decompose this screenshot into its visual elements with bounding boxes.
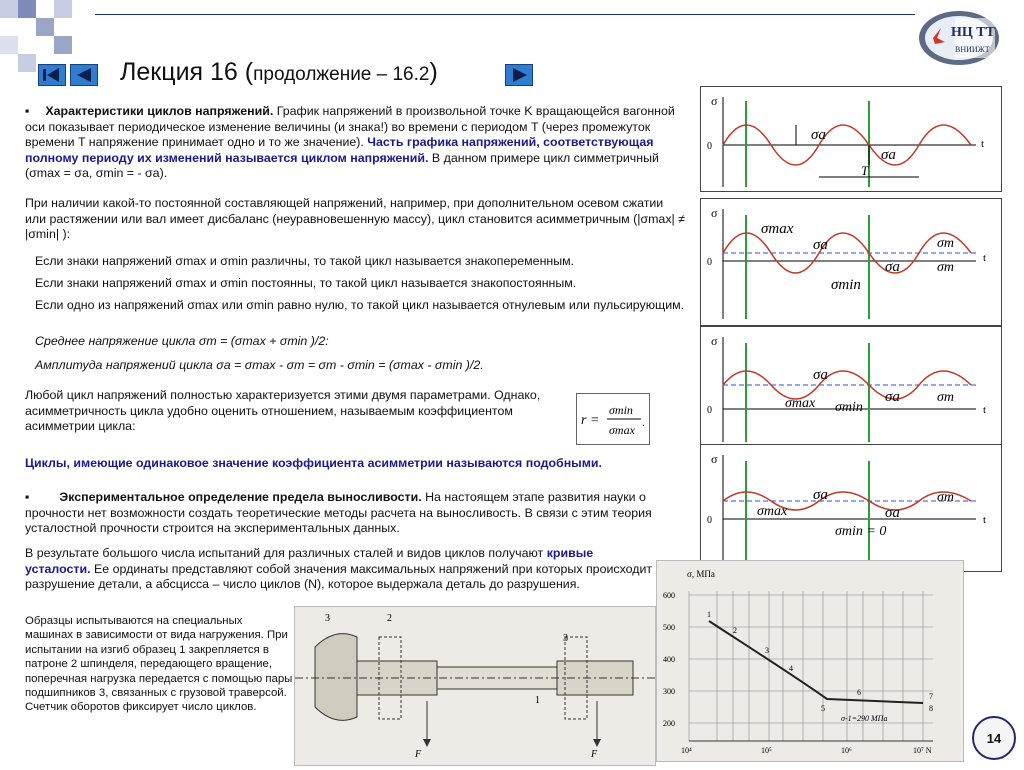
panel1-label-sa: σa [811,127,826,143]
decor-square [0,36,18,54]
chart-ytick-200: 200 [663,719,675,728]
panel2-label-sa: σa [813,237,828,253]
asymmetry-formula [576,393,650,445]
panel3-label-sa: σa [813,367,828,383]
chart-ytick-500: 500 [663,623,675,632]
fatigue-curve-chart [656,560,964,762]
first-slide-button[interactable] [38,64,66,86]
stress-cycle-panel-constant [700,326,1002,448]
fatigue-curves-term: кривые усталости. [25,546,594,576]
section1-tail: В данном примере цикл симметричный (σmax = σa, σmin = - σa). [25,150,659,181]
chart-xtick-1e4: 10⁴ [681,746,692,755]
chart-point-6: 6 [857,688,861,697]
panel1-sigma: σ [711,94,718,108]
panel4-label-smin0: σmin = 0 [835,524,887,539]
title-subtitle: продолжение – 16.2 [253,64,430,85]
panel3-label-sa2: σa [885,389,900,405]
section2-text: На настоящем этапе развития науки о прочности нет возможности создать теоретические методы расчета на выносливость. В связи с этим теория усталостной прочности строится на экспериментальных данных. [25,490,652,536]
title-close: ) [429,58,438,86]
stress-cycle-panel-symmetric [700,86,1002,192]
panel2-sigma: σ [711,206,718,220]
panel1-t: t [981,138,985,150]
decor-square [18,54,36,72]
pulsating-cycle-text: Если одно из напряжений σmax или σmin равно нулю, то такой цикл называется отнулевым или пульсирующим. [35,298,685,312]
panel1-label-T: T [861,163,869,178]
decor-square [54,0,72,18]
formula-denominator: σmax [609,423,635,437]
panel4-label-smax: σmax [757,504,788,519]
logo-text: НЦ ТТ [951,25,995,40]
section2-heading: Экспериментальное определение предела выносливости. [59,490,422,504]
asymmetric-paragraph: При наличии какой-то постоянной составляющей напряжений, например, при дополнительном осевом сжатии или растяжении или вал имеет дисбаланс (неуравновешенную массу), цикл становится асимметричным (|σmax| ≠ |σmin| ): [25,196,685,242]
chart-ytick-600: 600 [663,591,675,600]
panel2-t: t [983,252,987,264]
bullet: ▪ [25,490,30,504]
decor-square [18,0,36,18]
panel4-label-sa: σa [813,487,828,503]
panel4-label-sm: σm [937,490,955,505]
chart-xtick-1e6: 10⁶ [841,746,852,755]
chart-xtick-1e5: 10⁵ [761,746,772,755]
formula-dot: . [642,415,645,429]
page-number-badge [972,716,1016,760]
fatigue-text-a: В результате большого числа испытаний для различных сталей и видов циклов получают [25,546,544,560]
panel1-label-sa2: σa [881,147,896,163]
mean-stress-text: Среднее напряжение цикла σm = (σmax + σmin )/2: [35,334,329,348]
page-title [120,58,438,87]
chart-point-2: 2 [733,626,737,635]
stress-cycle-panel-pulsating [700,444,1002,572]
panel4-label-sa2: σa [885,505,900,521]
header-rule [95,14,915,15]
next-slide-button[interactable] [505,64,533,86]
chart-point-5: 5 [821,704,825,713]
section1-definition: Часть графика напряжений, соответствующая полному периоду их изменений называется циклом напряжений. [25,135,654,165]
specimen-testing-text: Образцы испытываются на специальных машинах в зависимости от вида нагружения. При испытании на изгиб образец 1 закрепляется в патроне 2 шпинделя, передающего вращение, поперечная нагрузка передается с помощью пары подшипников 3, связанных с грузовой траверсой. Счетчик оборотов фиксирует число циклов. [25,615,293,714]
asymmetry-paragraph: Любой цикл напряжений полностью характеризуется этими двумя параметрами. Однако, асимметричность цикла удобно оценить отношением, называемым коэффициентом асимметрии цикла: [25,388,541,434]
panel3-label-smin: σmin [835,400,863,415]
machine-label-2: 2 [387,613,392,624]
panel2-label-sm: σm [937,236,955,251]
amplitude-text: Амплитуда напряжений цикла σa = σmax - σm = σm - σmin = (σmax - σmin )/2. [35,358,484,372]
panel3-t: t [983,404,987,416]
panel4-t: t [983,514,987,526]
panel2-label-sm2: σm [937,260,955,275]
machine-label-F2: F [591,749,598,760]
decor-square [54,36,72,54]
page-number: 14 [986,730,1002,746]
chart-point-1: 1 [707,610,711,619]
panel2-zero: 0 [707,257,712,268]
panel2-label-sa2: σa [885,259,900,275]
section2-intro [25,490,695,537]
section1-heading: Характеристики циклов напряжений. [45,104,274,118]
chart-ylabel: σ, МПа [687,569,715,579]
machine-label-F1: F [415,749,422,760]
machine-label-1: 1 [535,695,540,706]
formula-numerator: σmin [609,403,633,417]
panel2-label-smax: σmax [761,221,794,237]
testing-machine-drawing [294,606,656,766]
machine-label-3b: 3 [563,633,568,644]
section1-intro [25,104,685,182]
chart-annotation: σ-1=290 МПа [841,714,888,723]
bullet: ▪ [25,104,30,118]
chart-point-7: 7 [929,692,933,701]
stress-cycle-panel-alternating [700,198,1002,326]
prev-slide-button[interactable] [70,64,98,86]
formula-lhs: r = [581,413,600,428]
logo [915,8,1003,68]
alternating-cycle-text: Если знаки напряжений σmax и σmin различны, то такой цикл называется знакопеременным. [35,254,575,268]
constant-sign-cycle-text: Если знаки напряжений σmax и σmin постоянны, то такой цикл называется знакопостоянным. [35,276,577,290]
chart-point-4: 4 [789,664,793,673]
decor-square [36,18,54,36]
fatigue-curve-paragraph [25,546,655,593]
fatigue-text-b: Ее ординаты представляют собой значения максимальных напряжений при которых происходит разрушение детали, а абсцисса – число циклов (N), которое выдержала деталь до разрушения. [25,561,653,592]
panel4-sigma: σ [711,452,718,466]
logo-subtext: ВНИИЖТ [955,45,990,54]
chart-xtick-1e7: 10⁷ N [913,746,932,755]
panel3-label-sm: σm [937,390,955,405]
chart-point-8: 8 [929,704,933,713]
panel3-zero: 0 [707,405,712,416]
panel4-zero: 0 [707,515,712,526]
panel2-label-smin: σmin [831,277,861,293]
similar-cycles-text: Циклы, имеющие одинаковое значение коэффициента асимметрии называются подобными. [25,456,602,470]
panel1-zero: 0 [707,141,712,152]
panel3-label-smax: σmax [785,396,816,411]
panel3-sigma: σ [711,334,718,348]
chart-ytick-300: 300 [663,687,675,696]
title-main: Лекция 16 ( [120,58,254,86]
decor-square [0,0,18,18]
machine-label-3a: 3 [325,613,330,624]
section1-text: График напряжений в произвольной точке K вращающейся вагонной оси показывает периодическое изменение величины (и знака!) во времени с периодом T (через промежуток времени T напряжение принимает одно и то же значение). [25,104,675,150]
chart-point-3: 3 [765,646,769,655]
chart-ytick-400: 400 [663,655,675,664]
